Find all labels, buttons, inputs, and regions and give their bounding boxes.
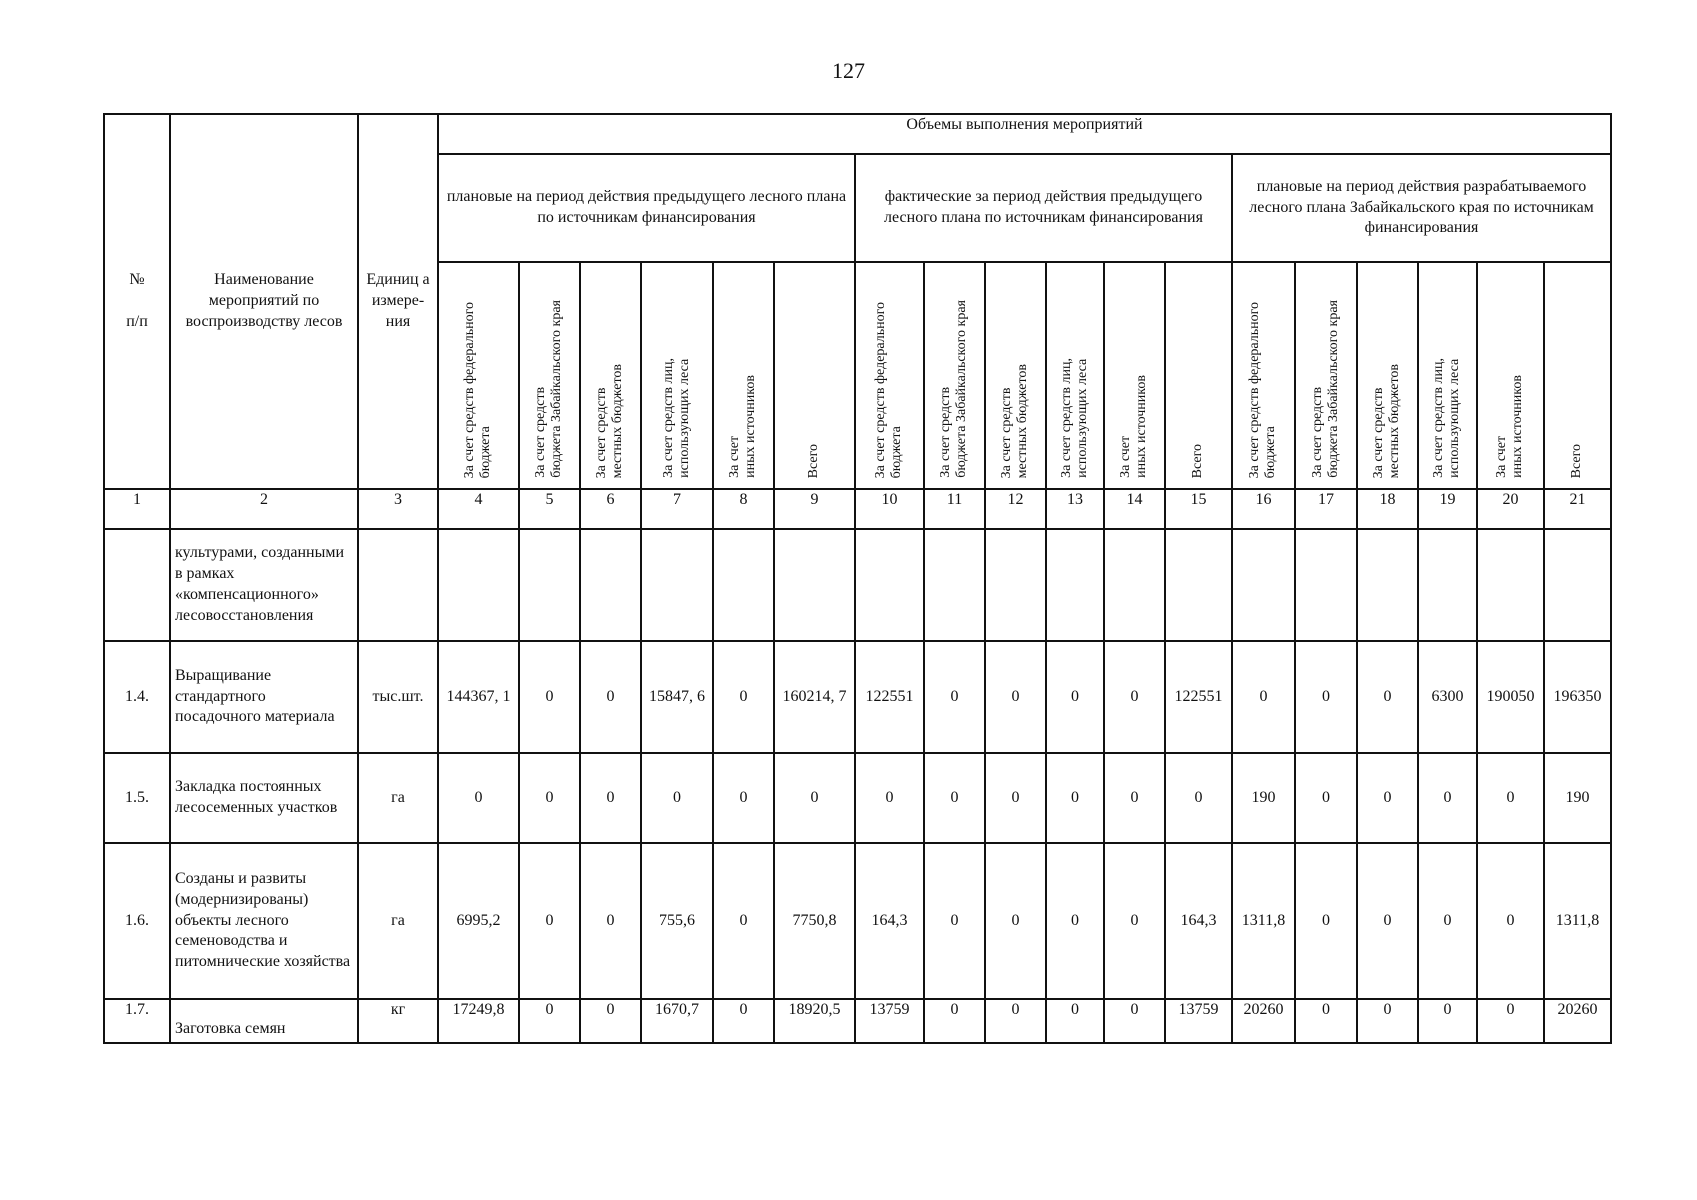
activity-name: Заготовка семян <box>170 999 358 1043</box>
value-cell <box>774 529 855 641</box>
value-cell: 6995,2 <box>438 843 519 999</box>
header-name: Наименование мероприятий по воспроизводству лесов <box>170 114 358 489</box>
value-cell: 0 <box>1418 753 1477 843</box>
subheader-label: За счет средств местных бюджетов <box>594 363 626 479</box>
row-number: 1.7. <box>104 999 170 1043</box>
value-cell: 0 <box>1295 641 1357 753</box>
column-number: 12 <box>985 489 1046 529</box>
column-number: 13 <box>1046 489 1104 529</box>
subheader-cell <box>1232 262 1295 489</box>
column-number: 5 <box>519 489 580 529</box>
subheader-label: Всего <box>806 443 822 479</box>
value-cell: 13759 <box>1165 999 1232 1043</box>
value-cell: 0 <box>1104 641 1165 753</box>
subheader-cell <box>1165 262 1232 489</box>
value-cell: 0 <box>985 843 1046 999</box>
header-group-planned-new: плановые на период действия разрабатываемого лесного плана Забайкальского края по источникам финансирования <box>1232 154 1611 262</box>
table-row <box>104 999 1611 1043</box>
column-number: 18 <box>1357 489 1418 529</box>
value-cell: 7750,8 <box>774 843 855 999</box>
value-cell: 6300 <box>1418 641 1477 753</box>
value-cell: 0 <box>1418 843 1477 999</box>
value-cell: 0 <box>985 641 1046 753</box>
value-cell <box>1165 529 1232 641</box>
value-cell: 0 <box>713 753 774 843</box>
value-cell: 0 <box>985 999 1046 1043</box>
header-group-planned-prev: плановые на период действия предыдущего лесного плана по источникам финансирования <box>438 154 855 262</box>
column-number: 19 <box>1418 489 1477 529</box>
value-cell: 0 <box>1477 843 1544 999</box>
value-cell <box>1232 529 1295 641</box>
value-cell: 13759 <box>855 999 924 1043</box>
header-group-actual-prev: фактические за период действия предыдущего лесного плана по источникам финансирования <box>855 154 1232 262</box>
subheader-cell <box>1544 262 1611 489</box>
page-number: 127 <box>832 58 865 83</box>
value-cell <box>580 529 641 641</box>
subheader-cell <box>855 262 924 489</box>
value-cell <box>1418 529 1477 641</box>
value-cell: 0 <box>641 753 713 843</box>
value-cell <box>1544 529 1611 641</box>
value-cell: 0 <box>1418 999 1477 1043</box>
value-cell: 164,3 <box>1165 843 1232 999</box>
row-number: 1.6. <box>104 843 170 999</box>
value-cell <box>1104 529 1165 641</box>
value-cell: 190 <box>1232 753 1295 843</box>
subheader-label: За счет средств федерального бюджета <box>462 301 494 479</box>
value-cell: 122551 <box>855 641 924 753</box>
column-number: 21 <box>1544 489 1611 529</box>
value-cell: 0 <box>519 843 580 999</box>
table-row <box>104 529 1611 641</box>
activity-name: Выращивание стандартного посадочного материала <box>170 641 358 753</box>
value-cell: 0 <box>580 999 641 1043</box>
unit-cell: га <box>358 843 438 999</box>
value-cell: 0 <box>774 753 855 843</box>
unit-cell <box>358 529 438 641</box>
column-number: 17 <box>1295 489 1357 529</box>
column-number: 1 <box>104 489 170 529</box>
unit-cell: тыс.шт. <box>358 641 438 753</box>
unit-cell: кг <box>358 999 438 1043</box>
value-cell: 0 <box>519 753 580 843</box>
column-number: 20 <box>1477 489 1544 529</box>
subheader-label: За счет средств местных бюджетов <box>999 363 1031 479</box>
subheader-label: За счет средств бюджета Забайкальского края <box>1309 300 1341 479</box>
subheader-label: За счет средств федерального бюджета <box>873 301 905 479</box>
value-cell: 0 <box>1357 999 1418 1043</box>
column-number: 11 <box>924 489 985 529</box>
value-cell: 0 <box>1357 843 1418 999</box>
subheader-label: За счет иных источников <box>727 375 759 479</box>
subheader-label: За счет средств лиц, использующих леса <box>1431 358 1463 479</box>
value-cell: 0 <box>924 753 985 843</box>
column-number: 7 <box>641 489 713 529</box>
subheader-label: Всего <box>1569 443 1585 479</box>
column-number: 15 <box>1165 489 1232 529</box>
value-cell <box>1046 529 1104 641</box>
value-cell: 1311,8 <box>1232 843 1295 999</box>
reforestation-table <box>103 113 1612 1044</box>
table-row <box>104 641 1611 753</box>
value-cell: 0 <box>1165 753 1232 843</box>
value-cell <box>1295 529 1357 641</box>
subheader-label: Всего <box>1190 443 1206 479</box>
value-cell: 15847, 6 <box>641 641 713 753</box>
value-cell: 0 <box>713 641 774 753</box>
value-cell: 0 <box>1104 753 1165 843</box>
value-cell: 20260 <box>1544 999 1611 1043</box>
value-cell: 755,6 <box>641 843 713 999</box>
header-volumes: Объемы выполнения мероприятий <box>438 114 1611 154</box>
value-cell: 0 <box>580 641 641 753</box>
subheader-label: За счет средств федерального бюджета <box>1247 301 1279 479</box>
subheader-label: За счет средств местных бюджетов <box>1371 363 1403 479</box>
subheader-cell <box>1418 262 1477 489</box>
value-cell: 0 <box>1477 753 1544 843</box>
value-cell: 18920,5 <box>774 999 855 1043</box>
value-cell: 0 <box>924 641 985 753</box>
value-cell: 0 <box>1357 641 1418 753</box>
unit-cell: га <box>358 753 438 843</box>
value-cell <box>1477 529 1544 641</box>
value-cell: 0 <box>1046 753 1104 843</box>
value-cell: 0 <box>713 999 774 1043</box>
value-cell: 190 <box>1544 753 1611 843</box>
value-cell <box>519 529 580 641</box>
activity-name: культурами, созданными в рамках «компенсационного» лесовосстановления <box>170 529 358 641</box>
column-number: 2 <box>170 489 358 529</box>
column-number: 16 <box>1232 489 1295 529</box>
subheader-cell <box>713 262 774 489</box>
subheader-cell <box>1295 262 1357 489</box>
row-number: 1.5. <box>104 753 170 843</box>
value-cell: 0 <box>580 843 641 999</box>
column-number: 10 <box>855 489 924 529</box>
subheader-cell <box>641 262 713 489</box>
value-cell: 0 <box>519 641 580 753</box>
table-row <box>104 843 1611 999</box>
value-cell: 0 <box>1357 753 1418 843</box>
value-cell: 0 <box>855 753 924 843</box>
table-row <box>104 753 1611 843</box>
subheader-cell <box>1357 262 1418 489</box>
activity-name: Созданы и развиты (модернизированы) объекты лесного семеноводства и питомнические хозяйства <box>170 843 358 999</box>
value-cell: 0 <box>1046 999 1104 1043</box>
subheader-cell <box>1104 262 1165 489</box>
value-cell: 160214, 7 <box>774 641 855 753</box>
value-cell: 164,3 <box>855 843 924 999</box>
value-cell: 20260 <box>1232 999 1295 1043</box>
column-number: 3 <box>358 489 438 529</box>
subheader-cell <box>580 262 641 489</box>
value-cell: 196350 <box>1544 641 1611 753</box>
subheader-cell <box>438 262 519 489</box>
value-cell: 0 <box>1232 641 1295 753</box>
value-cell <box>713 529 774 641</box>
row-number: 1.4. <box>104 641 170 753</box>
subheader-label: За счет средств лиц, использующих леса <box>1058 358 1090 479</box>
value-cell: 0 <box>1046 641 1104 753</box>
value-cell: 0 <box>985 753 1046 843</box>
value-cell: 0 <box>1295 843 1357 999</box>
subheader-cell <box>1046 262 1104 489</box>
row-number <box>104 529 170 641</box>
value-cell: 122551 <box>1165 641 1232 753</box>
value-cell <box>438 529 519 641</box>
value-cell <box>985 529 1046 641</box>
value-cell: 0 <box>438 753 519 843</box>
subheader-cell <box>985 262 1046 489</box>
subheader-label: За счет иных источников <box>1494 375 1526 479</box>
subheader-label: За счет средств лиц, использующих леса <box>660 358 692 479</box>
value-cell: 0 <box>713 843 774 999</box>
column-number: 8 <box>713 489 774 529</box>
subheader-label: За счет иных источников <box>1118 375 1150 479</box>
value-cell <box>1357 529 1418 641</box>
header-unit: Единиц а измере- ния <box>358 114 438 489</box>
value-cell <box>924 529 985 641</box>
value-cell: 0 <box>1104 843 1165 999</box>
subheader-cell <box>519 262 580 489</box>
value-cell: 144367, 1 <box>438 641 519 753</box>
value-cell: 0 <box>1104 999 1165 1043</box>
value-cell: 17249,8 <box>438 999 519 1043</box>
value-cell: 0 <box>1295 753 1357 843</box>
value-cell: 0 <box>580 753 641 843</box>
column-number: 9 <box>774 489 855 529</box>
value-cell: 0 <box>924 843 985 999</box>
value-cell: 190050 <box>1477 641 1544 753</box>
column-number: 14 <box>1104 489 1165 529</box>
value-cell: 1311,8 <box>1544 843 1611 999</box>
subheader-label: За счет средств бюджета Забайкальского края <box>533 300 565 479</box>
value-cell: 0 <box>1046 843 1104 999</box>
subheader-cell <box>924 262 985 489</box>
value-cell: 0 <box>519 999 580 1043</box>
value-cell: 0 <box>1477 999 1544 1043</box>
header-num: № п/п <box>104 114 170 489</box>
activity-name: Закладка постоянных лесосеменных участков <box>170 753 358 843</box>
subheader-label: За счет средств бюджета Забайкальского края <box>938 300 970 479</box>
subheader-cell <box>1477 262 1544 489</box>
value-cell: 0 <box>1295 999 1357 1043</box>
value-cell <box>641 529 713 641</box>
value-cell: 1670,7 <box>641 999 713 1043</box>
value-cell: 0 <box>924 999 985 1043</box>
subheader-cell <box>774 262 855 489</box>
column-number: 4 <box>438 489 519 529</box>
value-cell <box>855 529 924 641</box>
column-number: 6 <box>580 489 641 529</box>
